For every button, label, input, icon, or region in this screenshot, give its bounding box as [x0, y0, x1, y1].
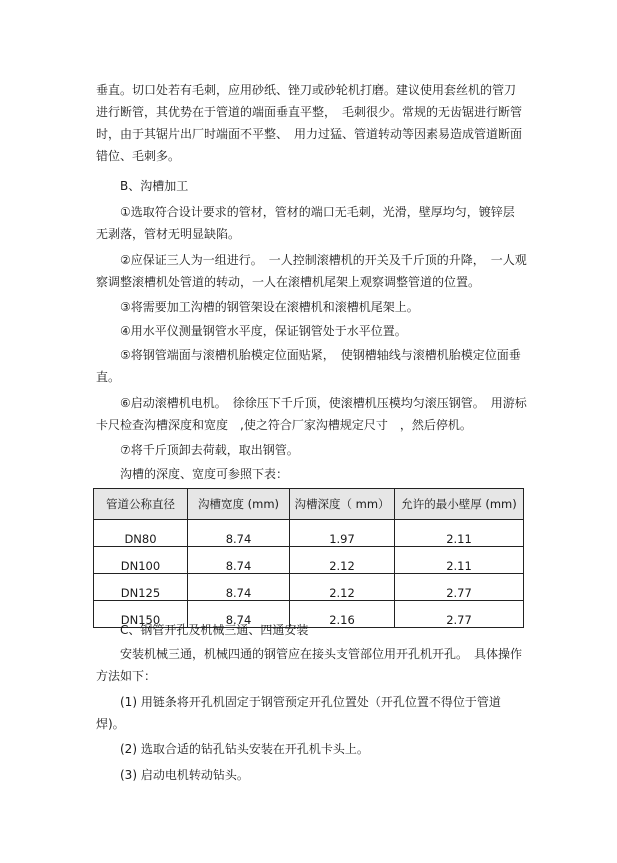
- table-cell: DN80: [94, 520, 188, 547]
- text-line: (1) 用链条将开孔机固定于钢管预定开孔位置处（开孔位置不得位于管道: [120, 695, 501, 709]
- table-cell: 2.11: [395, 547, 524, 574]
- c-step-2: (2) 选取合适的钻孔钻头安装在开孔机卡头上。: [120, 742, 369, 756]
- text-line: 直。: [96, 370, 121, 384]
- table-cell: 8.74: [188, 574, 290, 601]
- section-heading-c: C、钢管开孔及机械三通、四通安装: [120, 623, 309, 637]
- step-6: [96, 392, 534, 436]
- section-heading-b: B、沟槽加工: [120, 179, 189, 193]
- c-step-3: (3) 启动电机转动钻头。: [120, 768, 249, 782]
- table-cell: 2.12: [290, 574, 395, 601]
- table-cell: 2.77: [395, 574, 524, 601]
- text-line: ⑤将钢管端面与滚槽机胎模定位面贴紧， 使钢槽轴线与滚槽机胎模定位面垂: [120, 348, 521, 362]
- text-line: 安装机械三通，机械四通的钢管应在接头支管部位用开孔机开孔。 具体操作: [120, 647, 523, 661]
- step-2: [96, 249, 534, 293]
- table-cell: 2.16: [290, 601, 395, 628]
- table-cell: 8.74: [188, 601, 290, 628]
- table-cell: 8.74: [188, 520, 290, 547]
- step-7: ⑦将千斤顶卸去荷载，取出钢管。: [120, 443, 299, 457]
- c-step-1: [96, 691, 534, 735]
- groove-dimension-table: [93, 488, 524, 628]
- table-cell: DN125: [94, 574, 188, 601]
- table-row: [94, 520, 524, 547]
- column-header: 沟槽宽度 (mm): [188, 489, 290, 520]
- table-cell: 2.11: [395, 520, 524, 547]
- paragraph-pipe-cutting: [96, 79, 534, 167]
- table-cell: DN100: [94, 547, 188, 574]
- table-header-row: [94, 489, 524, 520]
- table-row: [94, 547, 524, 574]
- text-line: ①选取符合设计要求的管材，管材的端口无毛刺，光滑，壁厚均匀，镀锌层: [120, 205, 515, 219]
- step-5: [96, 344, 534, 388]
- column-header: 沟槽深度（ mm）: [290, 489, 395, 520]
- table-cell: DN150: [94, 601, 188, 628]
- table-cell: 2.12: [290, 547, 395, 574]
- column-header: 管道公称直径: [94, 489, 188, 520]
- text-line: 垂直。切口处若有毛刺，应用砂纸、锉刀或砂轮机打磨。建议使用套丝机的管刀: [96, 83, 517, 97]
- c-intro: [96, 643, 534, 687]
- column-header: 允许的最小壁厚 (mm): [395, 489, 524, 520]
- table-intro: 沟槽的深度、宽度可参照下表：: [120, 467, 289, 481]
- step-3: ③将需要加工沟槽的钢管架设在滚槽机和滚槽机尾架上。: [120, 300, 419, 314]
- text-line: 进行断管，其优势在于管道的端面垂直平整， 毛刺很少。常规的无齿锯进行断管: [96, 105, 523, 119]
- text-line: ⑥启动滚槽机电机。 徐徐压下千斤顶，使滚槽机压模均匀滚压钢管。 用游标: [120, 396, 527, 410]
- text-line: 错位、毛刺多。: [96, 149, 181, 163]
- text-line: ②应保证三人为一组进行。 一人控制滚槽机的开关及千斤顶的升降， 一人观: [120, 253, 527, 267]
- table-cell: 8.74: [188, 547, 290, 574]
- text-line: 方法如下：: [96, 669, 157, 683]
- step-4: ④用水平仪测量钢管水平度，保证钢管处于水平位置。: [120, 324, 407, 338]
- table-cell: 1.97: [290, 520, 395, 547]
- text-line: 卡尺检查沟槽深度和宽度 ,使之符合厂家沟槽规定尺寸 ，然后停机。: [96, 418, 472, 432]
- text-line: 焊)。: [96, 717, 125, 731]
- text-line: 时，由于其锯片出厂时端面不平整、 用力过猛、管道转动等因素易造成管道断面: [96, 127, 523, 141]
- text-line: 无剥落，管材无明显缺陷。: [96, 227, 241, 241]
- table-row: [94, 574, 524, 601]
- step-1: [96, 201, 534, 245]
- text-line: 察调整滚槽机处管道的转动，一人在滚槽机尾架上观察调整管道的位置。: [96, 275, 481, 289]
- table-cell: 2.77: [395, 601, 524, 628]
